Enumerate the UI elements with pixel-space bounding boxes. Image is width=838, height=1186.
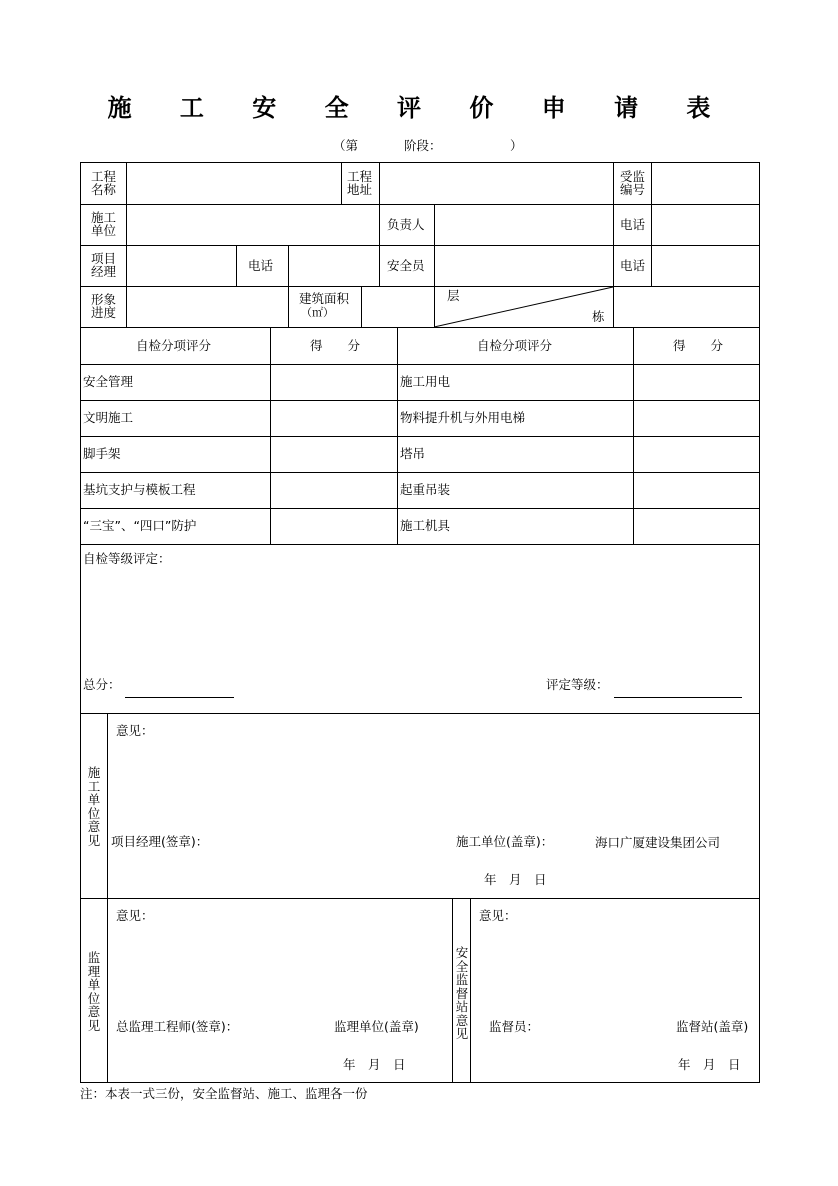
project-addr-label-1: 工程 <box>347 169 373 184</box>
total-score-line[interactable] <box>125 697 234 698</box>
stage-suffix: ） <box>510 138 523 153</box>
stage-middle: 阶段： <box>404 138 442 153</box>
score-header-left: 得 分 <box>310 338 361 353</box>
phone-field-2[interactable] <box>289 246 378 285</box>
score-item-right: 物料提升机与外用电梯 <box>400 410 526 425</box>
constructor-seal-label: 施工单位(盖章)： <box>456 834 554 849</box>
score-item-left: “三宝”、“四口”防护 <box>83 518 197 533</box>
self-check-label: 自检等级评定： <box>83 551 171 566</box>
constructor-opinion-side-label: 施工单位意见 <box>87 765 101 848</box>
score-input[interactable] <box>634 509 758 543</box>
safety-officer-field[interactable] <box>435 246 612 285</box>
constructor-label-1: 施工 <box>91 210 117 225</box>
phone-field-3[interactable] <box>652 246 758 285</box>
safety-officer-label: 安全员 <box>387 258 425 273</box>
supervision-no-label-1: 受监 <box>620 169 646 184</box>
phone-label-2: 电话 <box>248 258 274 273</box>
progress-label-2: 进度 <box>91 305 117 320</box>
progress-field[interactable] <box>127 287 287 326</box>
phone-label-3: 电话 <box>620 258 646 273</box>
score-item-left: 文明施工 <box>83 410 134 425</box>
score-input[interactable] <box>271 365 396 399</box>
station-seal-label: 监督站(盖章) <box>676 1019 749 1034</box>
building-label: 栋 <box>592 309 605 324</box>
score-item-right: 施工机具 <box>400 518 451 533</box>
inspector-label: 监督员： <box>489 1019 540 1034</box>
company-name: 海口广厦建设集团公司 <box>595 835 721 850</box>
score-item-right: 起重吊装 <box>400 482 451 497</box>
score-item-left: 基坑支护与模板工程 <box>83 482 196 497</box>
total-score-label: 总分： <box>83 677 121 692</box>
score-item-right: 施工用电 <box>400 374 451 389</box>
score-input[interactable] <box>634 365 758 399</box>
score-input[interactable] <box>271 437 396 471</box>
constructor-label-2: 单位 <box>91 223 117 238</box>
phone-field-1[interactable] <box>652 205 758 244</box>
score-item-header-left: 自检分项评分 <box>136 338 212 353</box>
station-opinion-label: 意见： <box>479 908 517 923</box>
score-item-right: 塔吊 <box>400 446 426 461</box>
supervision-no-label-2: 编号 <box>620 182 646 197</box>
progress-label-1: 形象 <box>91 292 117 307</box>
score-header-right: 得 分 <box>673 338 724 353</box>
project-addr-label-2: 地址 <box>347 182 373 197</box>
phone-label-1: 电话 <box>620 217 646 232</box>
stage-prefix: （第 <box>333 138 359 153</box>
pm-sign-label: 项目经理(签章)： <box>111 834 209 849</box>
score-input[interactable] <box>634 473 758 507</box>
score-input[interactable] <box>634 401 758 435</box>
project-name-field[interactable] <box>127 163 340 203</box>
responsible-field[interactable] <box>435 205 612 244</box>
area-field[interactable] <box>362 287 433 326</box>
project-addr-field[interactable] <box>380 163 612 203</box>
floor-label: 层 <box>447 288 460 303</box>
area-label-2: （㎡） <box>301 306 334 319</box>
pm-label-1: 项目 <box>91 251 117 266</box>
station-date: 年 月 日 <box>678 1057 741 1072</box>
constructor-opinion-label: 意见： <box>116 723 154 738</box>
score-input[interactable] <box>271 509 396 543</box>
project-name-label-2: 名称 <box>91 182 117 197</box>
grade-line[interactable] <box>614 697 742 698</box>
pm-field[interactable] <box>127 246 235 285</box>
supervisor-seal-label: 监理单位(盖章) <box>334 1019 419 1034</box>
score-item-left: 脚手架 <box>83 446 121 461</box>
score-input[interactable] <box>634 437 758 471</box>
supervisor-date: 年 月 日 <box>343 1057 406 1072</box>
score-input[interactable] <box>271 473 396 507</box>
supervisor-opinion-side-label: 监理单位意见 <box>87 950 101 1033</box>
score-input[interactable] <box>271 401 396 435</box>
pm-label-2: 经理 <box>91 264 117 279</box>
score-item-header-right: 自检分项评分 <box>477 338 553 353</box>
diagonal-divider <box>434 286 614 328</box>
score-item-left: 安全管理 <box>83 374 134 389</box>
page-title: 施 工 安 全 评 价 申 请 表 <box>107 93 731 122</box>
responsible-label: 负责人 <box>387 217 425 232</box>
constructor-date: 年 月 日 <box>484 872 547 887</box>
supervisor-opinion-label: 意见： <box>116 908 154 923</box>
supervision-no-field[interactable] <box>652 163 758 203</box>
footnote: 注：本表一式三份，安全监督站、施工、监理各一份 <box>80 1086 368 1101</box>
area-label-1: 建筑面积 <box>299 291 350 306</box>
chief-sign-label: 总监理工程师(签章)： <box>116 1019 239 1034</box>
project-name-label-1: 工程 <box>91 169 117 184</box>
constructor-field[interactable] <box>127 205 378 244</box>
station-opinion-side-label: 安全监督站意见 <box>455 945 469 1041</box>
grade-label: 评定等级： <box>546 677 609 692</box>
